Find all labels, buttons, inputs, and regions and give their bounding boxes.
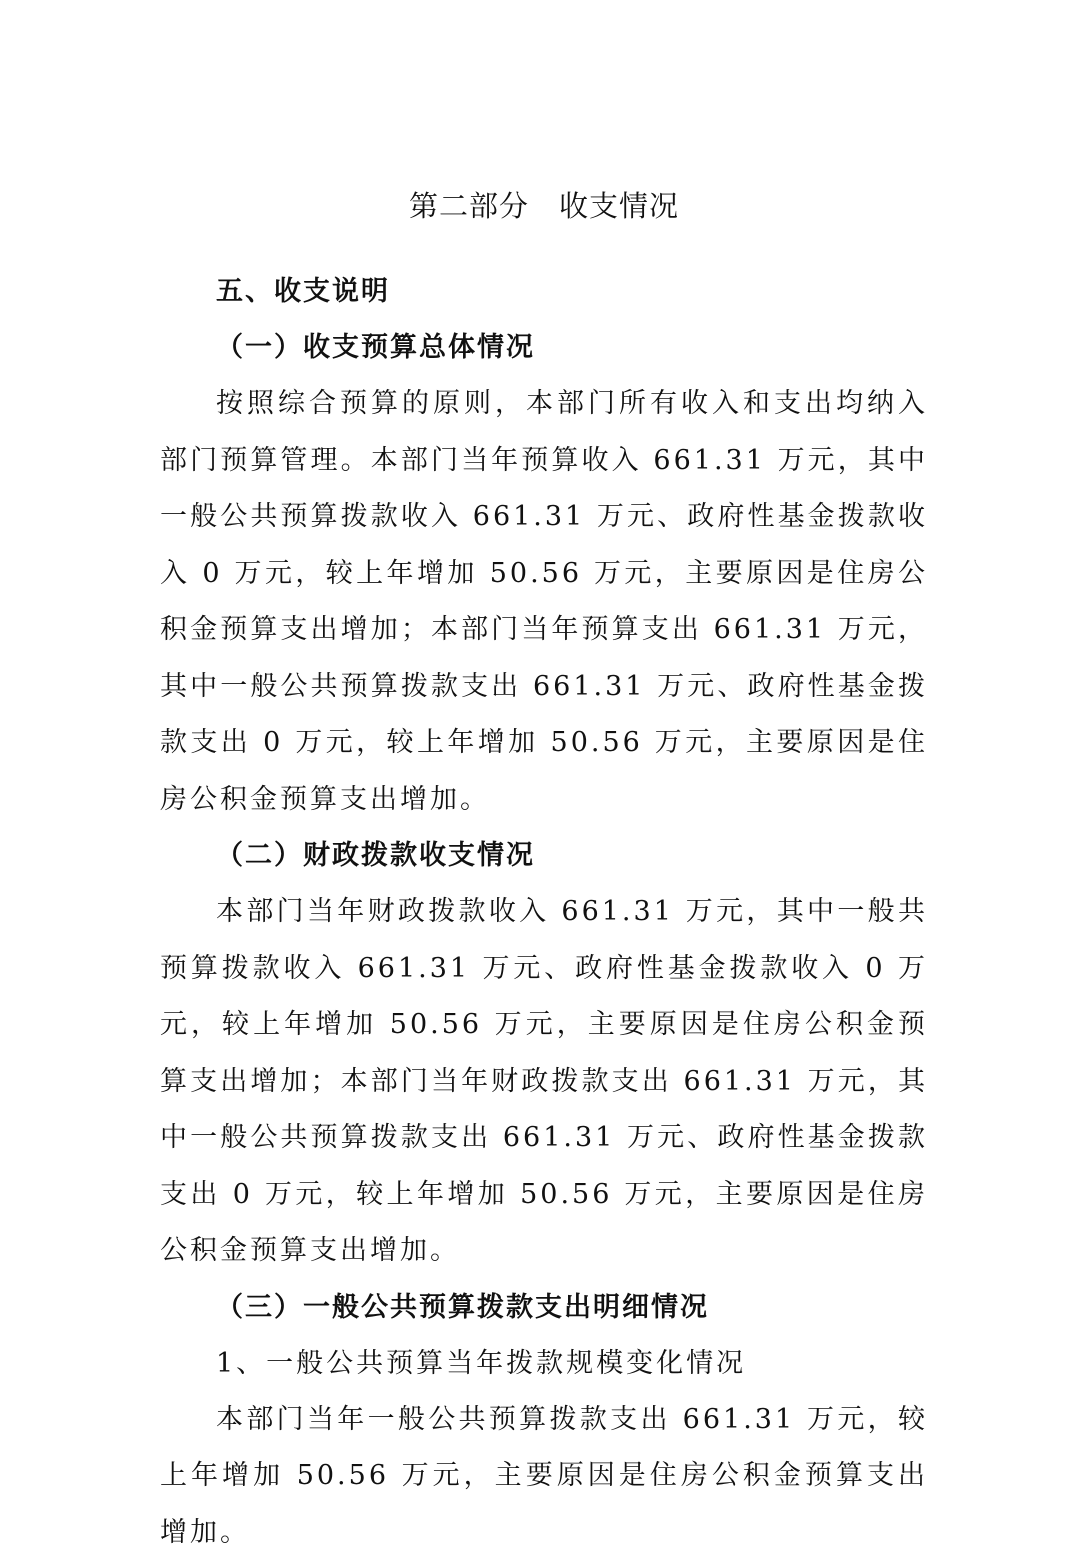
- subsection-3-item-1-heading: 1、一般公共预算当年拨款规模变化情况: [160, 1336, 928, 1392]
- subsection-1-paragraph: 按照综合预算的原则，本部门所有收入和支出均纳入部门预算管理。本部门当年预算收入 661.31 万元，其中一般公共预算拨款收入 661.31 万元、政府性基金拨款收入 0 万元，较上年增加 50.56 万元，主要原因是住房公积金预算支出增加；本部门当年预算支出 661.31 万元，其中一般公共预算拨款支出 661.31 万元、政府性基金拨款支出 0 万元，较上年增加 50.56 万元，主要原因是住房公积金预算支出增加。: [160, 376, 928, 828]
- subsection-1-heading: （一）收支预算总体情况: [160, 320, 928, 376]
- subsection-3-item-1-paragraph: 本部门当年一般公共预算拨款支出 661.31 万元，较上年增加 50.56 万元，主要原因是住房公积金预算支出增加。: [160, 1392, 928, 1561]
- document-content: [160, 178, 928, 1561]
- subsection-3-heading: （三）一般公共预算拨款支出明细情况: [160, 1280, 928, 1336]
- subsection-2-paragraph: 本部门当年财政拨款收入 661.31 万元，其中一般共预算拨款收入 661.31 万元、政府性基金拨款收入 0 万元，较上年增加 50.56 万元，主要原因是住房公积金预算支出增加；本部门当年财政拨款支出 661.31 万元，其中一般公共预算拨款支出 661.31 万元、政府性基金拨款支出 0 万元，较上年增加 50.56 万元，主要原因是住房公积金预算支出增加。: [160, 884, 928, 1280]
- section-heading: 五、收支说明: [160, 264, 928, 320]
- subsection-2-heading: （二）财政拨款收支情况: [160, 828, 928, 884]
- page-title: 第二部分 收支情况: [160, 178, 928, 234]
